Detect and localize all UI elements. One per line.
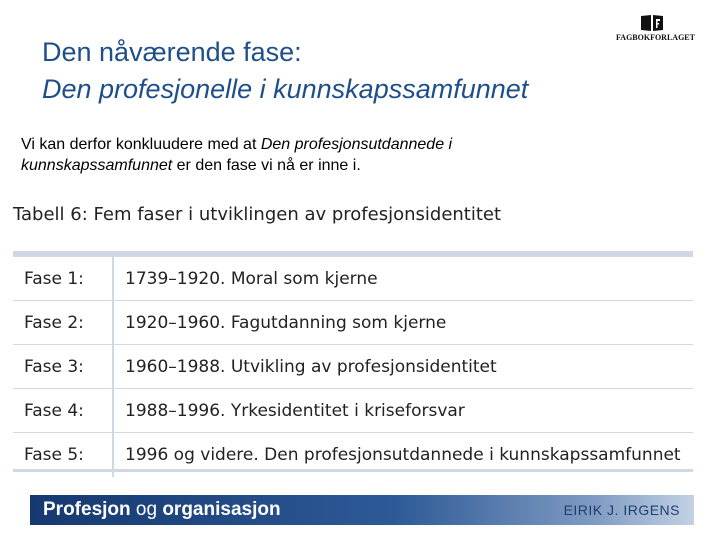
table-row	[13, 257, 693, 301]
phase-description: 1960–1988. Utvikling av profesjonsidentitet	[125, 356, 497, 377]
footer-title-part2: og	[130, 499, 163, 520]
phase-label: Fase 5:	[13, 433, 114, 477]
publisher-logo-text: FAGBOKFORLAGET	[616, 33, 695, 42]
phase-description: 1988–1996. Yrkesidentitet i kriseforsvar	[125, 400, 465, 421]
intro-text-1: Vi kan derfor konkluudere med at	[21, 136, 261, 153]
table-row	[13, 389, 693, 433]
intro-paragraph	[21, 134, 601, 176]
phases-table	[13, 251, 693, 472]
table-row	[13, 433, 693, 477]
phase-description: 1920–1960. Fagutdanning som kjerne	[125, 312, 447, 333]
table-row	[13, 345, 693, 389]
phase-description: 1739–1920. Moral som kjerne	[125, 268, 378, 289]
footer-banner	[30, 495, 694, 525]
intro-emphasis: Den profesjonsutdannede i kunnskapssamfunnet	[21, 136, 453, 174]
table-row	[13, 301, 693, 345]
slide-title	[42, 34, 682, 108]
table-caption: Tabell 6: Fem faser i utviklingen av profesjonsidentitet	[13, 204, 502, 225]
footer-author: EIRIK J. IRGENS	[563, 502, 680, 518]
intro-text-2: er den fase vi nå er inne i.	[172, 157, 361, 174]
footer-title-part1: Profesjon	[43, 499, 131, 520]
phase-label: Fase 1:	[13, 257, 114, 300]
footer-book-title	[30, 499, 281, 521]
publisher-logo	[616, 14, 695, 48]
footer-title-part3: organisasjon	[162, 499, 281, 520]
phase-label: Fase 3:	[13, 345, 114, 388]
book-logo-icon	[640, 14, 664, 32]
phase-description: 1996 og videre. Den profesjonsutdannede i kunnskapssamfunnet	[125, 445, 681, 465]
phase-label: Fase 4:	[13, 389, 114, 432]
slide-title-line2: Den profesjonelle i kunnskapssamfunnet	[42, 74, 529, 104]
phase-label: Fase 2:	[13, 301, 114, 344]
slide-title-line1: Den nåværende fase:	[42, 37, 302, 67]
